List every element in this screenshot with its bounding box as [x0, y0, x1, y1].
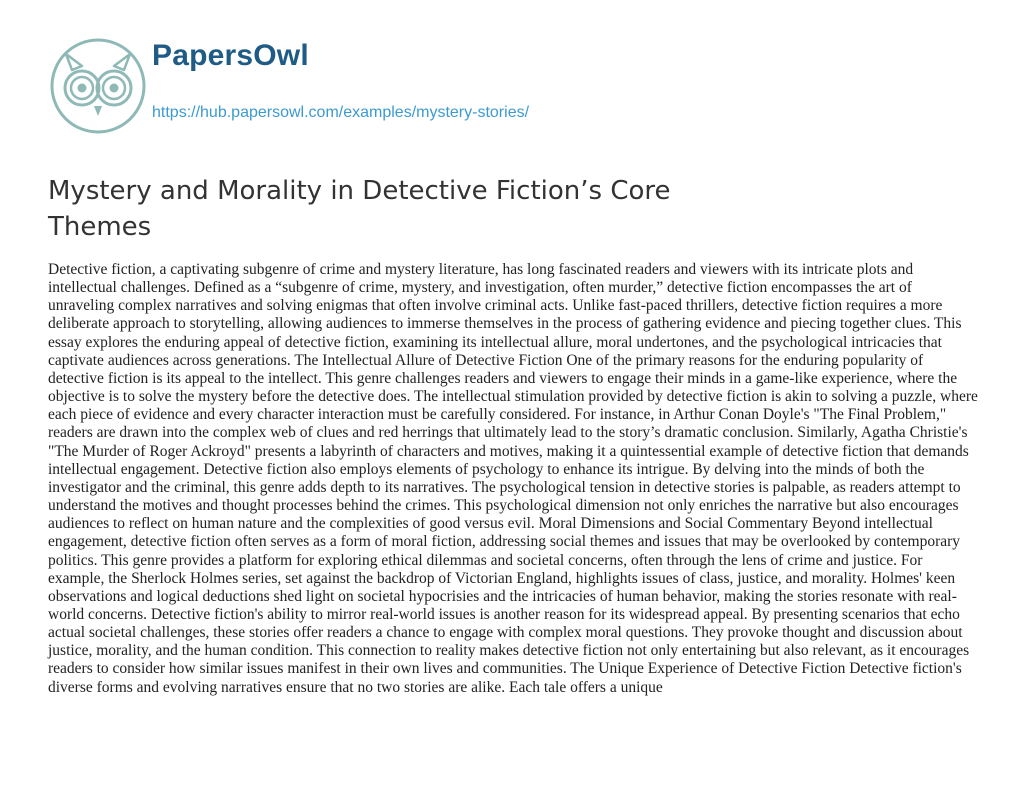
source-url-link[interactable]: https://hub.papersowl.com/examples/mystery-stories/: [152, 104, 530, 121]
article-body: Detective fiction, a captivating subgenre of crime and mystery literature, has long fascinated readers and viewers with its intricate plots and intellectual challenges. Defined as a “subgenre of crime, mystery, and investigation, often murder,” detective fiction encompasses the art of unraveling complex narratives and solving enigmas that often involve criminal acts. Unlike fast-paced thrillers, detective fiction requires a more deliberate approach to storytelling, allowing audiences to immerse themselves in the process of gathering evidence and piecing together clues. This essay explores the enduring appeal of detective fiction, examining its intellectual allure, moral undertones, and the psychological intricacies that captivate audiences across generations. The Intellectual Allure of Detective Fiction One of the primary reasons for the enduring popularity of detective fiction is its appeal to the intellect. This genre challenges readers and viewers to engage their minds in a game-like experience, where the objective is to solve the mystery before the detective does. The intellectual stimulation provided by detective fiction is akin to solving a puzzle, where each piece of evidence and every character interaction must be carefully considered. For instance, in Arthur Conan Doyle's "The Final Problem," readers are drawn into the complex web of clues and red herrings that ultimately lead to the story’s dramatic conclusion. Similarly, Agatha Christie's "The Murder of Roger Ackroyd" presents a labyrinth of characters and motives, making it a quintessential example of detective fiction that demands intellectual engagement. Detective fiction also employs elements of psychology to enhance its intrigue. By delving into the minds of both the investigator and the criminal, this genre adds depth to its narratives. The psychological tension in detective stories is palpable, as readers attempt to understand the motives and thought processes behind the crimes. This psychological dimension not only enriches the narrative but also encourages audiences to reflect on human nature and the complexities of good versus evil. Moral Dimensions and Social Commentary Beyond intellectual engagement, detective fiction often serves as a form of moral fiction, addressing social themes and issues that may be overlooked by contemporary politics. This genre provides a platform for exploring ethical dilemmas and societal concerns, often through the lens of crime and justice. For example, the Sherlock Holmes series, set against the backdrop of Victorian England, highlights issues of class, justice, and morality. Holmes' keen observations and logical deductions shed light on societal hypocrisies and the intricacies of human behavior, making the stories resonate with real-world concerns. Detective fiction's ability to mirror real-world issues is another reason for its widespread appeal. By presenting scenarios that echo actual societal challenges, these stories offer readers a chance to engage with complex moral questions. They provoke thought and discussion about justice, morality, and the human condition. This connection to reality makes detective fiction not only entertaining but also relevant, as it encourages readers to consider how similar issues manifest in their own lives and communities. The Unique Experience of Detective Fiction Detective fiction's diverse forms and evolving narratives ensure that no two stories are alike. Each tale offers a unique: [48, 261, 978, 696]
owl-logo-graphic: [48, 36, 148, 136]
owl-logo-icon[interactable]: [48, 36, 148, 136]
brand-name[interactable]: PapersOwl: [152, 39, 309, 72]
article-title: Mystery and Morality in Detective Fiction’s Core Themes: [48, 176, 671, 242]
site-header: [48, 36, 978, 136]
